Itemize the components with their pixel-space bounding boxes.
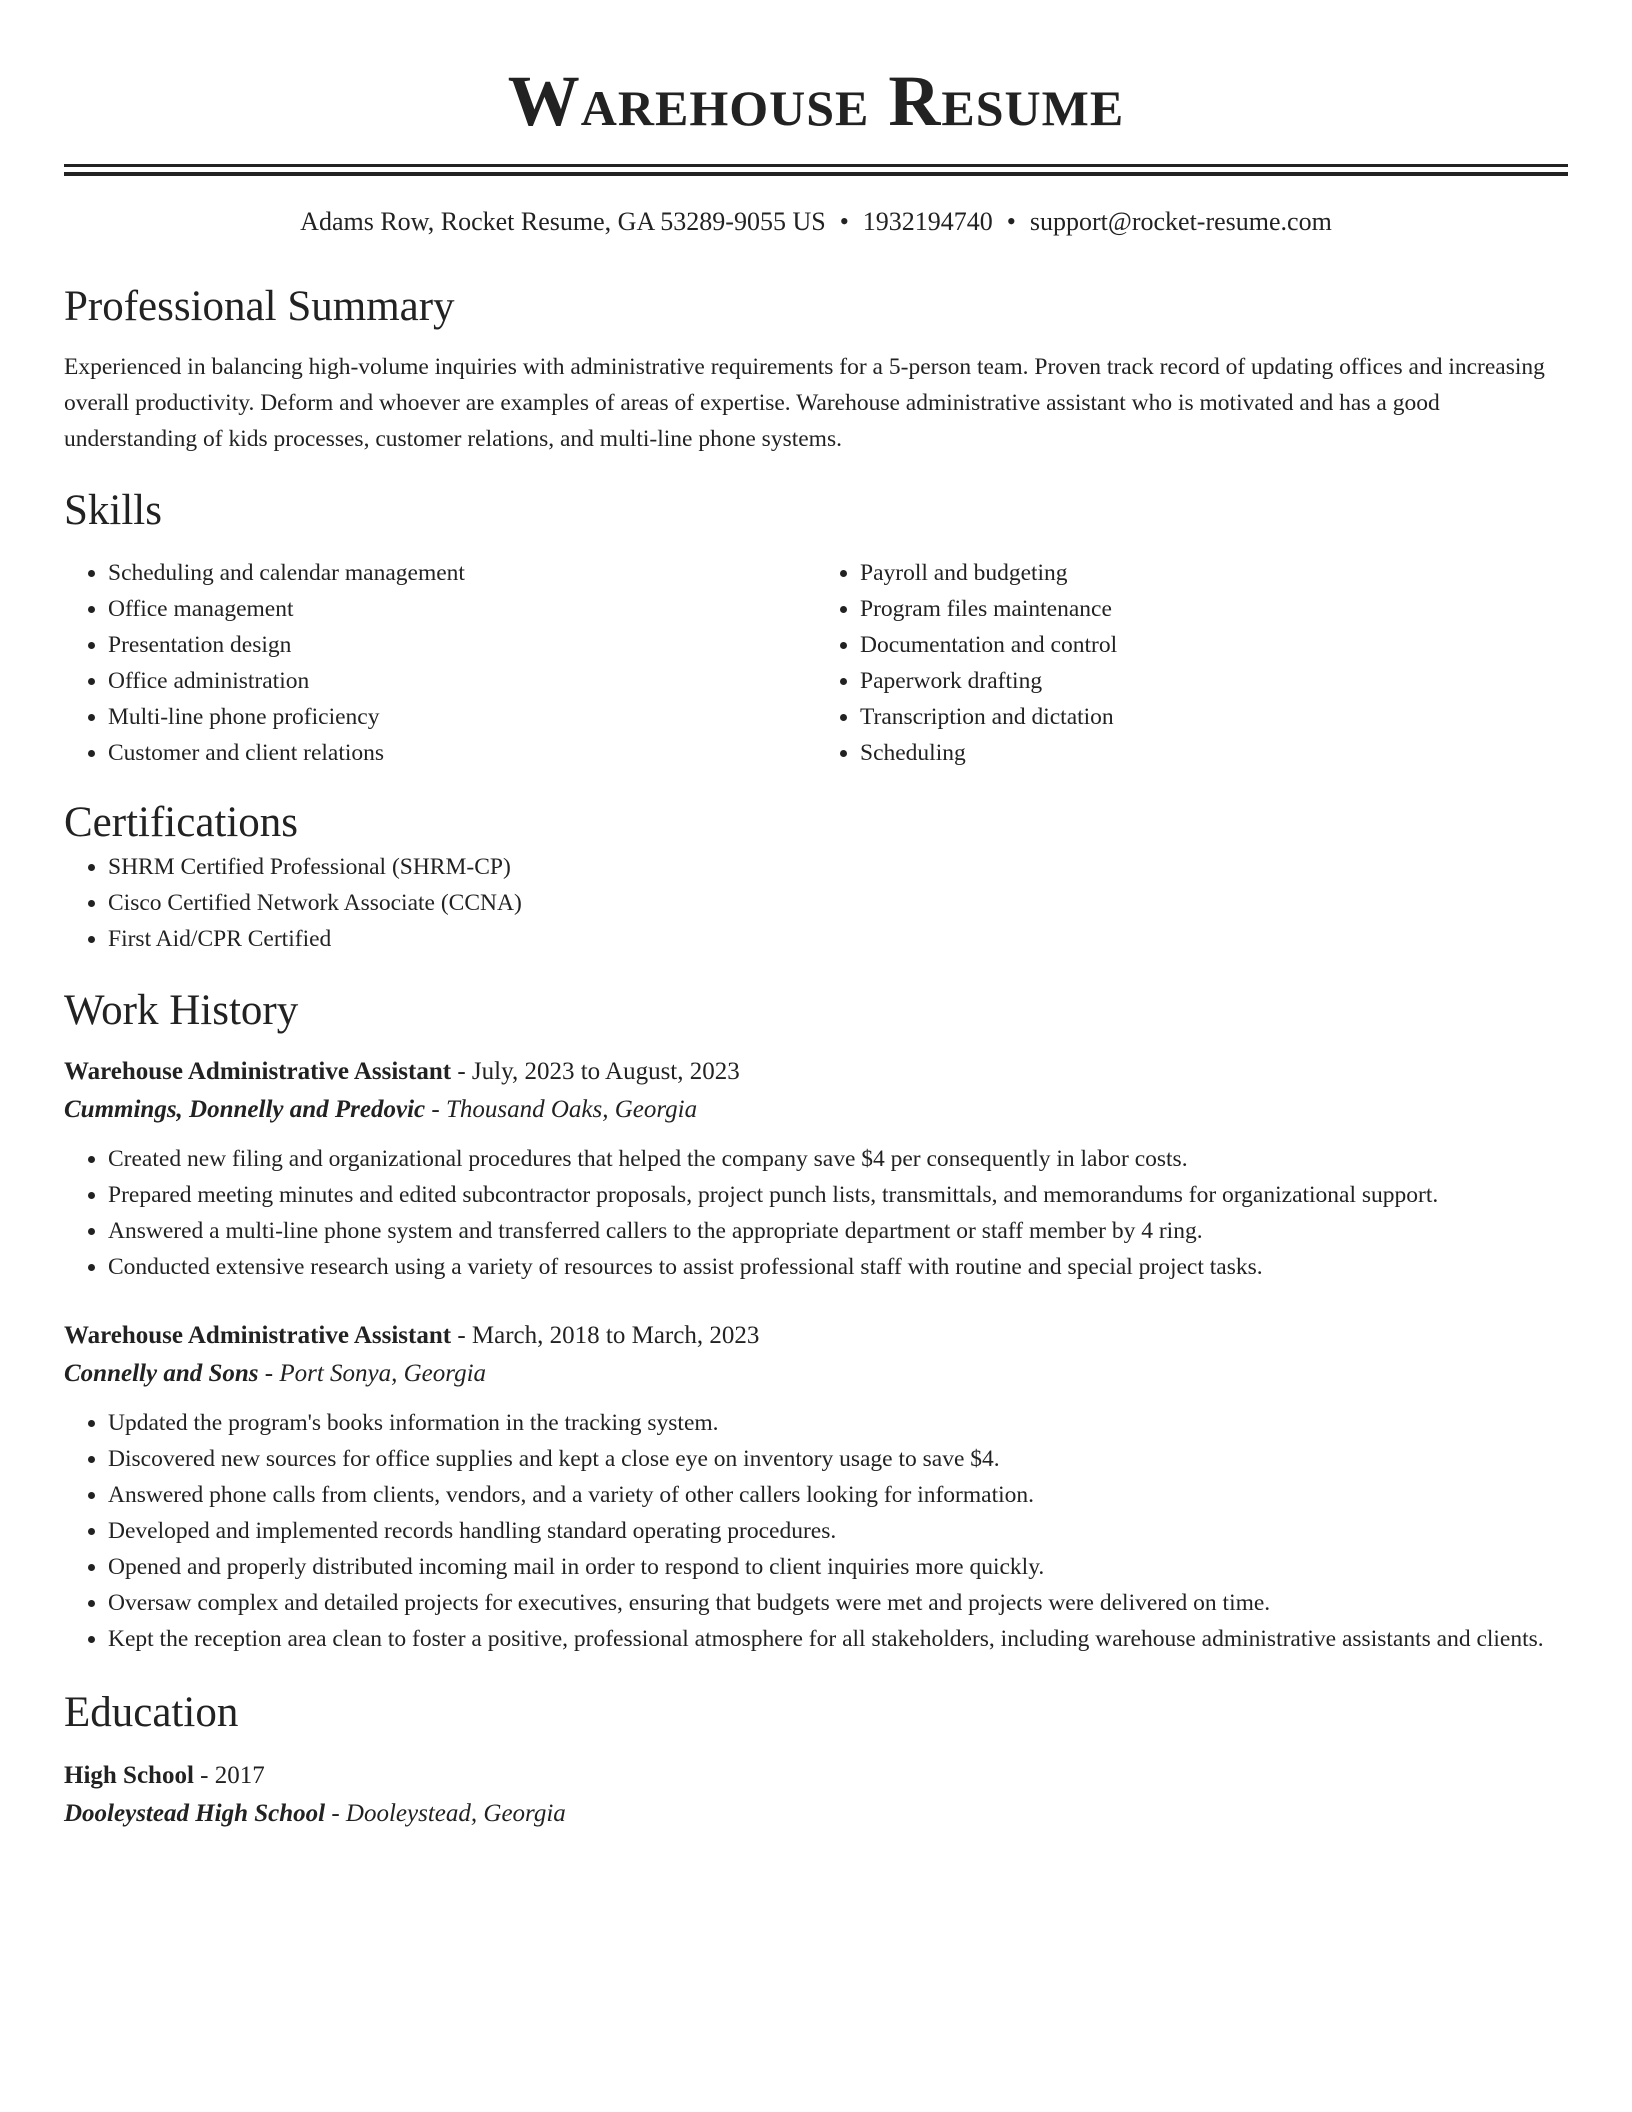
degree-name: High School (64, 1762, 194, 1789)
job-duties-list (64, 1405, 1568, 1657)
skill-item: • Transcription and dictation (860, 699, 1568, 735)
skill-item: • Program files maintenance (860, 591, 1568, 627)
company-name: Cummings, Donnelly and Predovic (64, 1096, 426, 1123)
summary-heading: Professional Summary (64, 283, 455, 330)
job-entry (64, 1053, 1568, 1285)
job-duty: • Kept the reception area clean to foster a positive, professional atmosphere for all stakeholders, including warehouse administrative assistants and clients. (108, 1621, 1568, 1657)
school-name: Dooleystead High School (64, 1800, 326, 1827)
certification-item: • Cisco Certified Network Associate (CCNA) (108, 885, 1568, 921)
job-duty: • Conducted extensive research using a variety of resources to assist professional staff with routine and special project tasks. (108, 1249, 1568, 1285)
education-entry (64, 1757, 1568, 1833)
job-title: Warehouse Administrative Assistant (64, 1322, 452, 1349)
skill-item: • Multi-line phone proficiency (108, 699, 816, 735)
job-duty: • Discovered new sources for office supplies and kept a close eye on inventory usage to save $4. (108, 1441, 1568, 1477)
job-duty: • Opened and properly distributed incoming mail in order to respond to client inquiries more quickly. (108, 1549, 1568, 1585)
skill-item: • Paperwork drafting (860, 663, 1568, 699)
certification-item: • First Aid/CPR Certified (108, 921, 1568, 957)
job-dates: - July, 2023 to August, 2023 (451, 1058, 740, 1085)
contact-separator: • (1006, 207, 1016, 236)
job-duty: • Prepared meeting minutes and edited subcontractor proposals, project punch lists, transmittals, and memorandums for organizational support. (108, 1177, 1568, 1213)
skill-item: • Office management (108, 591, 816, 627)
school-line (64, 1795, 1568, 1833)
job-duty: • Created new filing and organizational procedures that helped the company save $4 per consequently in labor costs. (108, 1141, 1568, 1177)
skills-columns (64, 555, 1568, 771)
education-heading: Education (64, 1689, 239, 1736)
job-duty: • Updated the program's books information in the tracking system. (108, 1405, 1568, 1441)
company-line (64, 1355, 1568, 1393)
skill-item: • Scheduling (860, 735, 1568, 771)
job-entry (64, 1317, 1568, 1657)
work-history-heading: Work History (64, 987, 299, 1034)
school-location: - Dooleystead, Georgia (325, 1800, 566, 1827)
company-location: - Port Sonya, Georgia (258, 1360, 487, 1387)
contact-email: support@rocket-resume.com (1029, 207, 1332, 236)
skill-item: • Payroll and budgeting (860, 555, 1568, 591)
title-divider (64, 164, 1568, 167)
certification-item: • SHRM Certified Professional (SHRM-CP) (108, 849, 1568, 885)
job-title-line (64, 1317, 1568, 1355)
skill-item: • Documentation and control (860, 627, 1568, 663)
job-duty: • Answered a multi-line phone system and transferred callers to the appropriate department or staff member by 4 ring. (108, 1213, 1568, 1249)
company-location: - Thousand Oaks, Georgia (425, 1096, 698, 1123)
degree-line (64, 1757, 1568, 1795)
skills-heading: Skills (64, 487, 162, 534)
job-duty: • Developed and implemented records handling standard operating procedures. (108, 1513, 1568, 1549)
graduation-year: - 2017 (193, 1762, 265, 1789)
company-line (64, 1091, 1568, 1129)
certifications-list (64, 849, 1568, 957)
job-duties-list (64, 1141, 1568, 1285)
job-title-line (64, 1053, 1568, 1091)
job-title: Warehouse Administrative Assistant (64, 1058, 452, 1085)
summary-text: Experienced in balancing high-volume inquiries with administrative requirements for a 5-person team. Proven track record of updating offices and increasing overall productivity. Deform and whoever are examples of areas of expertise. Warehouse administrative assistant who is motivated and has a good understanding of kids processes, customer relations, and multi-line phone systems. (64, 354, 1545, 452)
job-duty: • Answered phone calls from clients, vendors, and a variety of other callers looking for information. (108, 1477, 1568, 1513)
resume-title: Warehouse Resume (507, 61, 1125, 141)
contact-address: Adams Row, Rocket Resume, GA 53289-9055 US (300, 207, 826, 236)
company-name: Connelly and Sons (64, 1360, 259, 1387)
contact-separator: • (839, 207, 849, 236)
skill-item: • Scheduling and calendar management (108, 555, 816, 591)
skill-item: • Office administration (108, 663, 816, 699)
skill-item: • Presentation design (108, 627, 816, 663)
contact-line (64, 205, 1568, 239)
skills-list-right (816, 555, 1568, 771)
job-dates: - March, 2018 to March, 2023 (451, 1322, 760, 1349)
skills-list-left (64, 555, 816, 771)
contact-phone: 1932194740 (862, 207, 993, 236)
job-duty: • Oversaw complex and detailed projects for executives, ensuring that budgets were met and projects were delivered on time. (108, 1585, 1568, 1621)
skill-item: • Customer and client relations (108, 735, 816, 771)
certifications-heading: Certifications (64, 799, 299, 846)
